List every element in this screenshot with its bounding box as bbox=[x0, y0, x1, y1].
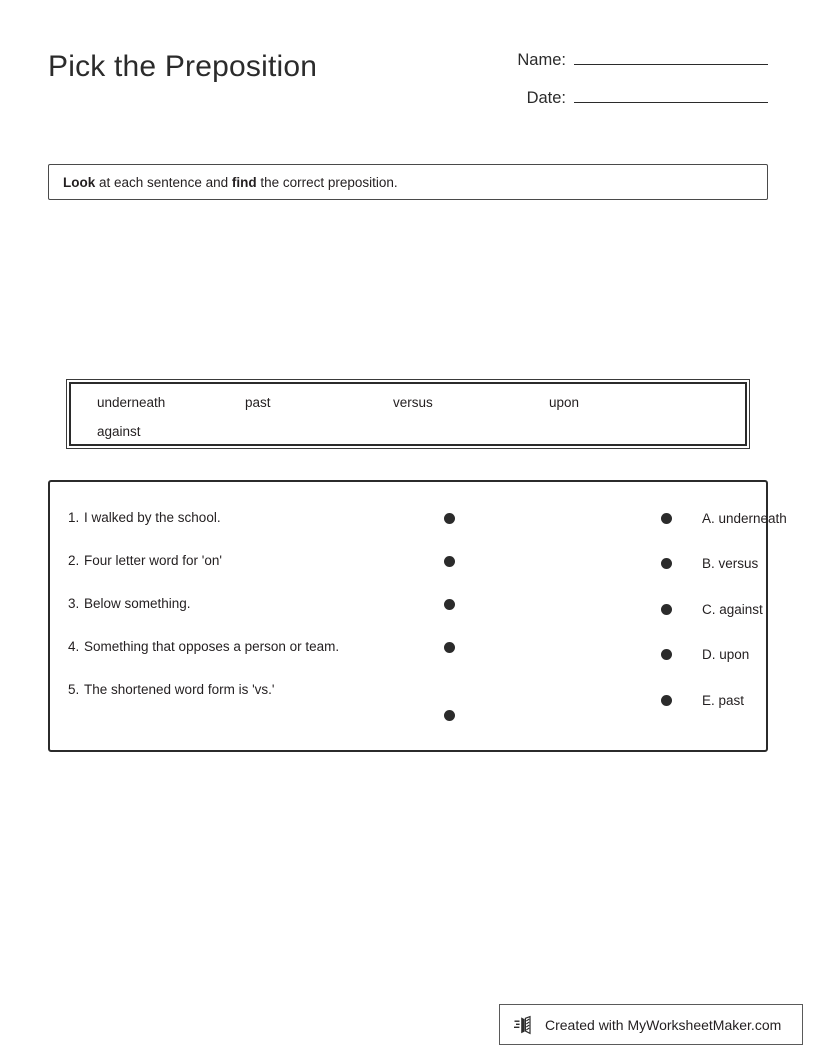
instruction-bold-find: find bbox=[231, 174, 257, 190]
answer-label: E. past bbox=[702, 692, 745, 708]
word-bank-word: against bbox=[97, 424, 141, 439]
word-bank-box bbox=[66, 379, 750, 449]
answer-label: D. upon bbox=[702, 647, 750, 662]
question-text: Below something. bbox=[84, 596, 191, 611]
match-dot-icon bbox=[444, 710, 455, 721]
name-row bbox=[468, 49, 768, 87]
word-bank-word: upon bbox=[549, 395, 580, 410]
worksheet-maker-logo-icon bbox=[514, 1014, 536, 1036]
name-date-block bbox=[468, 49, 768, 125]
word-bank-row-1 bbox=[71, 395, 745, 410]
question-match-dot[interactable] bbox=[444, 594, 455, 614]
answer-match-dot-icon bbox=[661, 513, 672, 524]
instruction-middle: at each sentence and bbox=[95, 174, 232, 190]
question-number: 4. bbox=[68, 639, 80, 654]
answer-match-dot-icon bbox=[661, 558, 672, 569]
date-input-line[interactable] bbox=[574, 87, 768, 103]
question-number: 3. bbox=[68, 596, 80, 611]
date-row bbox=[468, 87, 768, 125]
answer-item[interactable] bbox=[661, 690, 816, 710]
word-bank-word: versus bbox=[393, 395, 433, 410]
question-match-dot[interactable] bbox=[444, 705, 455, 725]
word-bank-word: underneath bbox=[97, 395, 166, 410]
word-bank-row-2 bbox=[71, 424, 745, 439]
answer-item[interactable] bbox=[661, 554, 816, 574]
match-dot-icon bbox=[444, 642, 455, 653]
question-item bbox=[68, 508, 448, 528]
word-bank-inner bbox=[69, 382, 747, 446]
footer-text: Created with MyWorksheetMaker.com bbox=[545, 1016, 782, 1033]
question-number: 1. bbox=[68, 510, 80, 525]
match-dot-icon bbox=[444, 513, 455, 524]
answer-label: A. underneath bbox=[702, 510, 787, 526]
footer-badge[interactable] bbox=[499, 1004, 803, 1045]
answer-label: B. versus bbox=[702, 556, 759, 571]
page-title: Pick the Preposition bbox=[48, 50, 318, 83]
name-input-line[interactable] bbox=[574, 49, 768, 65]
question-item bbox=[68, 551, 448, 571]
instruction-bold-look: Look bbox=[63, 174, 96, 190]
answer-item[interactable] bbox=[661, 508, 816, 528]
question-text: Something that opposes a person or team. bbox=[84, 639, 340, 654]
question-text: Four letter word for 'on' bbox=[84, 553, 222, 568]
question-match-dots bbox=[444, 508, 455, 748]
instruction-text bbox=[49, 175, 398, 190]
question-item bbox=[68, 680, 448, 700]
word-bank-word: past bbox=[245, 395, 271, 410]
question-text: I walked by the school. bbox=[84, 510, 221, 525]
answer-item[interactable] bbox=[661, 599, 816, 619]
instruction-box bbox=[48, 164, 768, 200]
instruction-tail: the correct preposition. bbox=[256, 174, 398, 190]
match-dot-icon bbox=[444, 556, 455, 567]
question-match-dot[interactable] bbox=[444, 551, 455, 571]
answer-item[interactable] bbox=[661, 645, 816, 665]
answer-list bbox=[661, 508, 816, 736]
answer-match-dot-icon bbox=[661, 695, 672, 706]
question-match-dot[interactable] bbox=[444, 508, 455, 528]
question-match-dot[interactable] bbox=[444, 637, 455, 682]
answer-label: C. against bbox=[702, 601, 763, 617]
date-label: Date: bbox=[526, 89, 566, 107]
questions-box bbox=[48, 480, 787, 752]
answer-match-dot-icon bbox=[661, 649, 672, 660]
question-item bbox=[68, 594, 448, 614]
question-item bbox=[68, 637, 448, 657]
match-dot-icon bbox=[444, 599, 455, 610]
answer-match-dot-icon bbox=[661, 604, 672, 615]
name-label: Name: bbox=[517, 51, 566, 69]
question-number: 2. bbox=[68, 553, 80, 568]
question-number: 5. bbox=[68, 682, 80, 697]
question-list bbox=[68, 508, 448, 723]
question-text: The shortened word form is 'vs.' bbox=[84, 682, 275, 697]
